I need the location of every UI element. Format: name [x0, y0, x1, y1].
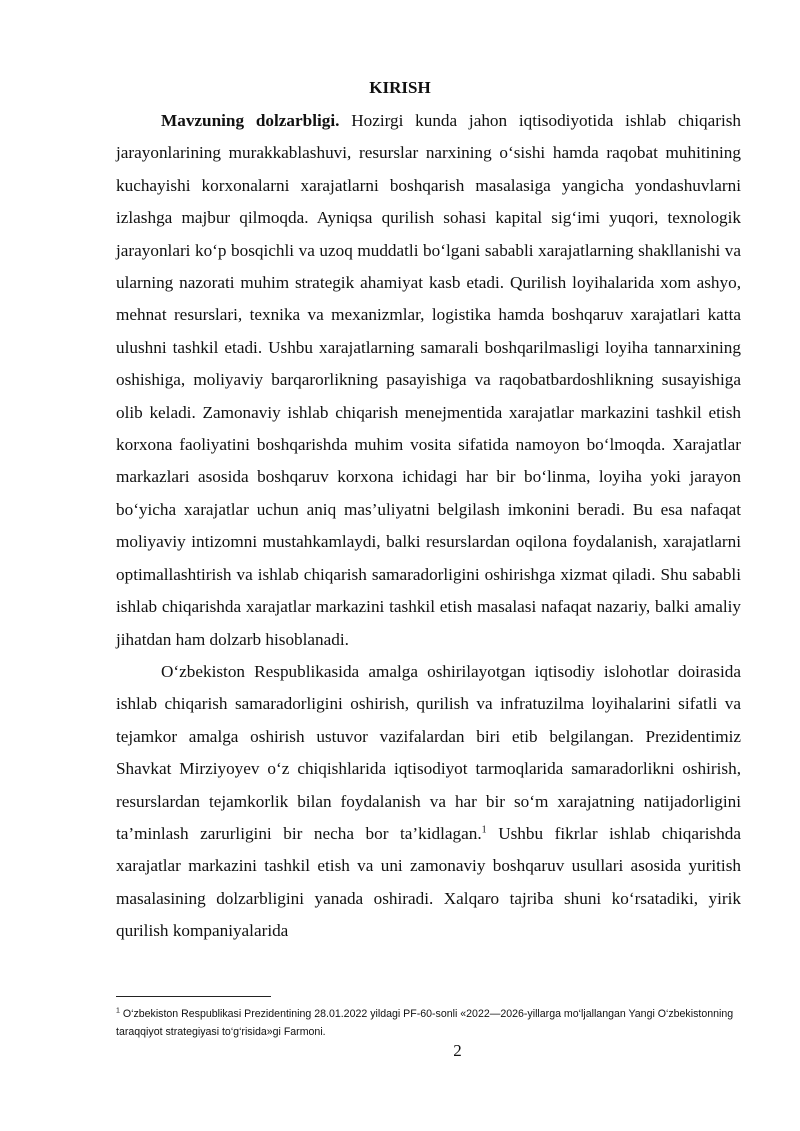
paragraph-lead: Mavzuning dolzarbligi.: [161, 111, 340, 130]
footnote-marker: 1: [116, 1007, 120, 1015]
footnote: [116, 1005, 741, 1041]
paragraph-text: Ushbu fikrlar ishlab chiqarishda xarajatlar markazini tashkil etish va uni zamonaviy boshqaruv usullari asosida yuritish masalasining dolzarbligini yanada oshiradi. Xalqaro tajriba shuni ko‘rsatadiki, yirik qurilish kompaniyalarida: [116, 823, 741, 941]
paragraph-relevance: [116, 105, 741, 656]
paragraph-reforms: [116, 656, 741, 948]
footnote-divider: [116, 996, 271, 997]
paragraph-text: Hozirgi kunda jahon iqtisodiyotida ishlab chiqarish jarayonlarining murakkablashuvi, resurslar narxining o‘sishi hamda raqobat muhitining kuchayishi korxonalarni xarajatlarni boshqarish masalasiga yangicha yondashuvlarni izlashga majbur qilmoqda. Ayniqsa qurilish sohasi kapital sig‘imi yuqori, texnologik jarayonlari ko‘p bosqichli va uzoq muddatli bo‘lgani sababli xarajatlarning shakllanishi va ularning nazorati muhim strategik ahamiyat kasb etadi. Qurilish loyihalarida xom ashyo, mehnat resurslari, texnika va mexanizmlar, logistika hamda boshqaruv xarajatlari katta ulushni tashkil etadi. Ushbu xarajatlarning samarali boshqarilmasligi loyiha tannarxining oshishiga, moliyaviy barqarorlikning pasayishiga va raqobatbardoshlikning susayishiga olib keladi. Zamonaviy ishlab chiqarish menejmentida xarajatlar markazini tashkil etish korxona faoliyatini boshqarishda muhim vosita sifatida namoyon bo‘lmoqda. Xarajatlar markazlari asosida boshqaruv korxona ichidagi har bir bo‘linma, loyiha yoki jarayon bo‘yicha xarajatlar uchun aniq mas’uliyatni belgilash imkonini beradi. Bu esa nafaqat moliyaviy intizomni mustahkamlaydi, balki resurslardan oqilona foydalanish, xarajatlarni optimallashtirish va ishlab chiqarish samaradorligini oshirishga xizmat qiladi. Shu sababli ishlab chiqarishda xarajatlar markazini tashkil etish masalasi nafaqat nazariy, balki amaliy jihatdan ham dolzarb hisoblanadi.: [116, 111, 742, 649]
page-number: 2: [453, 1041, 462, 1060]
footnote-text: O‘zbekiston Respublikasi Prezidentining 28.01.2022 yildagi PF-60-sonli «2022—2026-yillarga mo‘ljallangan Yangi O‘zbekistonning taraqqiyot strategiyasi to‘g‘risida»gi Farmoni.: [116, 1008, 734, 1038]
section-heading: KIRISH: [369, 78, 431, 97]
footnote-reference[interactable]: 1: [481, 824, 487, 836]
body-text: [116, 105, 741, 948]
paragraph-text: O‘zbekiston Respublikasida amalga oshirilayotgan iqtisodiy islohotlar doirasida ishlab chiqarish samaradorligini oshirish, qurilish va infratuzilma loyihalarini sifatli va tejamkor amalga oshirish ustuvor vazifalardan biri etib belgilangan. Prezidentimiz Shavkat Mirziyoyev o‘z chiqishlarida iqtisodiyot tarmoqlarida samaradorlikni oshirish, resurslardan tejamkorlik bilan foydalanish va har bir so‘m xarajatning natijadorligini ta’minlash zarurligini bir necha bor ta’kidlagan.: [116, 661, 741, 843]
